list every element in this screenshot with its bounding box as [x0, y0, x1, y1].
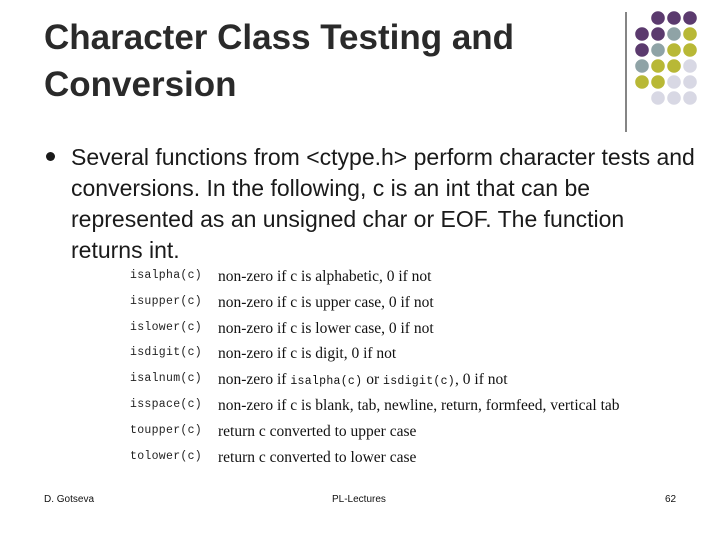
decorative-dot	[635, 43, 649, 57]
function-name: isalnum(c)	[130, 372, 203, 386]
decorative-dot-grid	[620, 8, 720, 138]
description-code: isdigit(c)	[383, 375, 456, 389]
decorative-dot	[667, 11, 681, 25]
decorative-dot	[651, 27, 665, 41]
function-name: isalpha(c)	[130, 269, 203, 282]
function-description: non-zero if c is alphabetic, 0 if not	[218, 268, 432, 285]
function-description	[218, 371, 508, 389]
decorative-dot	[683, 75, 697, 89]
function-description: non-zero if c is lower case, 0 if not	[218, 319, 434, 337]
function-name: isdigit(c)	[130, 346, 203, 360]
decorative-dot	[667, 59, 681, 73]
decorative-dot	[683, 11, 697, 25]
description-code: isalpha(c)	[290, 375, 363, 389]
decorative-dot	[683, 27, 697, 41]
decorative-dot	[683, 59, 697, 73]
title-line-1: Character Class Testing and	[44, 18, 515, 57]
description-text: , 0 if not	[455, 371, 508, 389]
footer-course: PL-Lectures	[332, 494, 386, 505]
function-name: toupper(c)	[130, 423, 203, 437]
function-row	[130, 371, 670, 397]
function-row	[130, 268, 670, 294]
footer-author: D. Gotseva	[44, 494, 95, 505]
function-row	[130, 449, 670, 475]
bullet-icon	[46, 152, 55, 161]
function-description: non-zero if c is blank, tab, newline, return, formfeed, vertical tab	[218, 396, 620, 414]
decorative-dot	[635, 75, 649, 89]
decorative-dot	[651, 91, 665, 105]
decorative-dot	[651, 43, 665, 57]
decorative-dot	[635, 27, 649, 41]
decorative-dot	[651, 59, 665, 73]
description-text: or	[362, 371, 383, 389]
function-description: return c converted to upper case	[218, 422, 417, 440]
bullet-text: Several functions from <ctype.h> perform character tests and conversions. In the following, c is an int that can be represented as an unsigned char or EOF. The function returns int.	[71, 144, 695, 263]
function-row	[130, 320, 670, 346]
slide-title	[44, 14, 614, 108]
function-name: isupper(c)	[130, 294, 203, 308]
function-name: islower(c)	[130, 320, 203, 334]
decorative-dot	[683, 43, 697, 57]
function-name: isspace(c)	[130, 397, 203, 411]
decorative-dot	[651, 11, 665, 25]
decorative-dot	[667, 27, 681, 41]
decorative-dot	[635, 59, 649, 73]
function-name: tolower(c)	[130, 449, 203, 463]
decorative-dot	[667, 91, 681, 105]
decorative-dot	[683, 91, 697, 105]
decorative-dot	[667, 43, 681, 57]
title-line-2: Conversion	[44, 65, 237, 104]
function-table	[130, 268, 670, 474]
footer-page-number: 62	[665, 494, 677, 505]
decorative-dot	[651, 75, 665, 89]
function-row	[130, 397, 670, 423]
function-description: non-zero if c is upper case, 0 if not	[218, 293, 434, 311]
function-row	[130, 423, 670, 449]
function-row	[130, 294, 670, 320]
function-description: non-zero if c is digit, 0 if not	[218, 345, 397, 363]
function-description: return c converted to lower case	[218, 448, 417, 466]
decorative-dot	[667, 75, 681, 89]
description-text: non-zero if	[218, 371, 291, 389]
function-row	[130, 345, 670, 371]
